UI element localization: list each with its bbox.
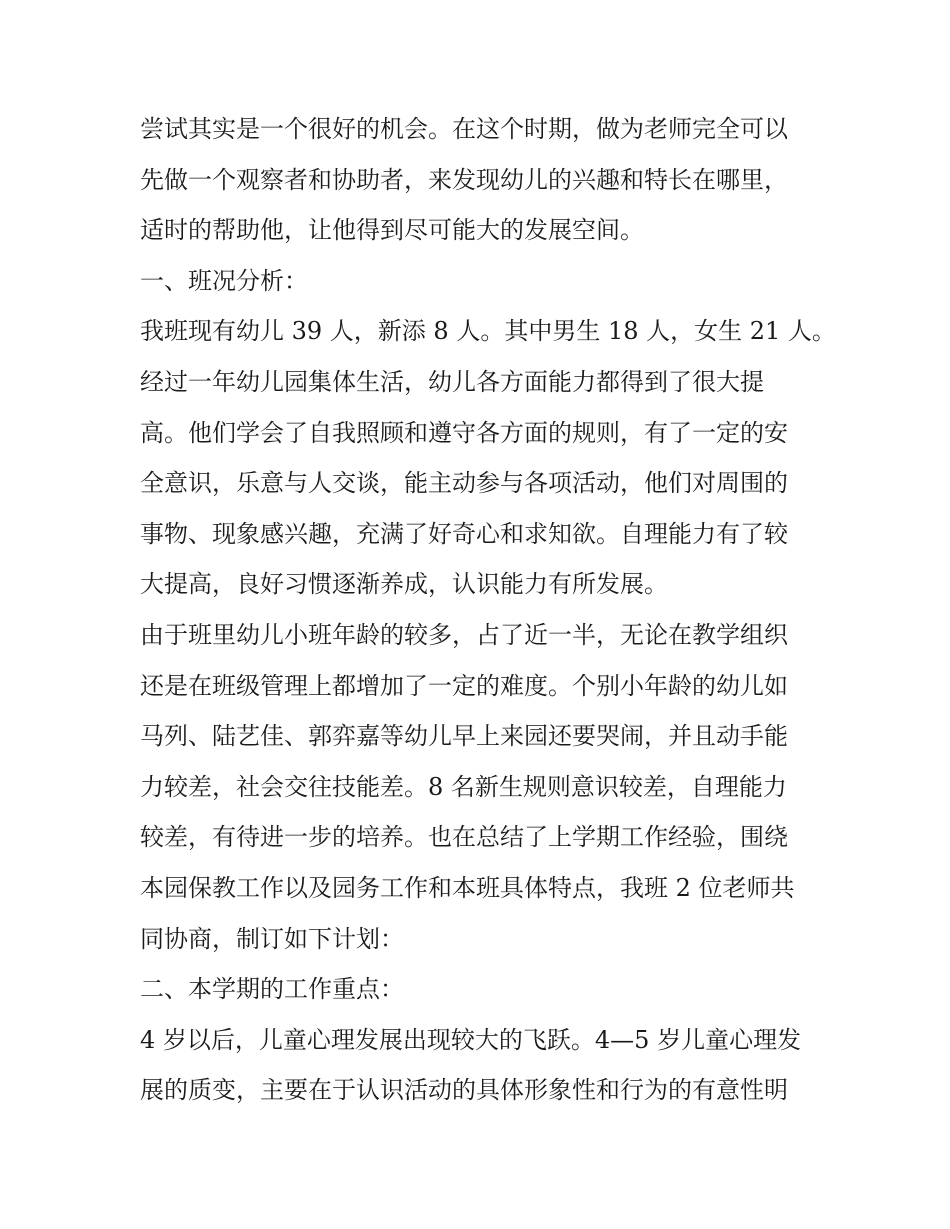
text-line-20: 展的质变，主要在于认识活动的具体形象性和行为的有意性明 (140, 1076, 788, 1105)
text-line-6: 经过一年幼儿园集体生活，幼儿各方面能力都得到了很大提 (140, 367, 764, 396)
text-line-10: 大提高，良好习惯逐渐养成，认识能力有所发展。 (140, 570, 668, 599)
section-heading-work-focus: 二、本学期的工作重点： (140, 975, 404, 1004)
text-line-8: 全意识，乐意与人交谈，能主动参与各项活动，他们对周围的 (140, 469, 788, 498)
document-body (140, 104, 840, 1116)
text-line-7: 高。他们学会了自我照顾和遵守各方面的规则，有了一定的安 (140, 418, 788, 447)
section-heading-class-analysis: 一、班况分析： (140, 266, 308, 295)
text-line-11: 由于班里幼儿小班年龄的较多，占了近一半，无论在教学组织 (140, 620, 788, 649)
text-line-1: 尝试其实是一个很好的机会。在这个时期，做为老师完全可以 (140, 115, 788, 143)
text-line-3: 适时的帮助他，让他得到尽可能大的发展空间。 (140, 216, 644, 245)
text-line-17: 同协商，制订如下计划： (140, 924, 404, 953)
text-line-9: 事物、现象感兴趣，充满了好奇心和求知欲。自理能力有了较 (140, 519, 788, 548)
text-line-2: 先做一个观察者和协助者，来发现幼儿的兴趣和特长在哪里， (140, 165, 788, 194)
text-line-14: 力较差，社会交往技能差。8 名新生规则意识较差，自理能力 (140, 772, 787, 801)
text-line-19: 4 岁以后，儿童心理发展出现较大的飞跃。4—5 岁儿童心理发 (140, 1025, 802, 1054)
text-line-12: 还是在班级管理上都增加了一定的难度。个别小年龄的幼儿如 (140, 671, 788, 700)
text-line-15: 较差，有待进一步的培养。也在总结了上学期工作经验，围绕 (140, 823, 788, 852)
text-line-5: 我班现有幼儿 39 人，新添 8 人。其中男生 18 人，女生 21 人。 (140, 317, 836, 346)
text-line-16: 本园保教工作以及园务工作和本班具体特点，我班 2 位老师共 (140, 873, 795, 902)
text-line-13: 马列、陆艺佳、郭弈嘉等幼儿早上来园还要哭闹，并且动手能 (140, 722, 788, 751)
